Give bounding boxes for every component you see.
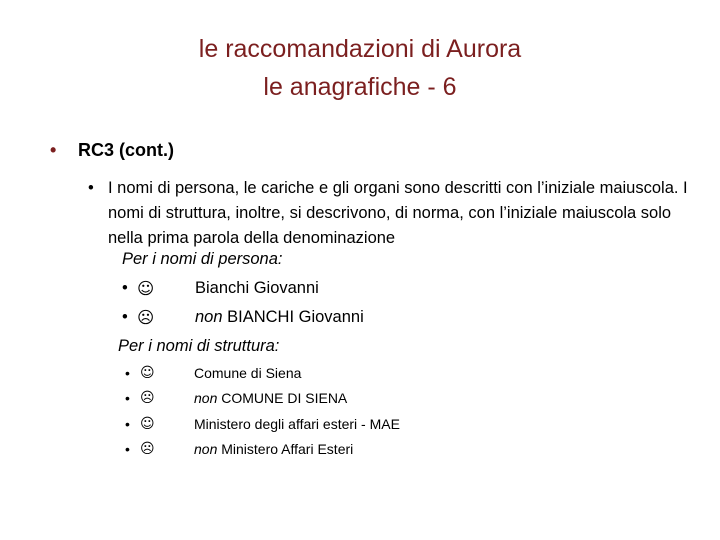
bullet-icon: • [122,279,128,297]
bullet-icon: • [88,179,94,197]
bullet-icon: • [125,365,130,381]
example-text: Ministero Affari Esteri [221,441,354,457]
title-line-1: le raccomandazioni di Aurora [198,35,522,63]
bullet-icon: • [125,416,130,432]
example-text: Ministero degli affari esteri - MAE [194,416,400,432]
frowning-face-icon: ☹ [140,390,155,406]
frowning-face-icon: ☹ [140,441,155,457]
example-text-wrapper [194,390,347,406]
example-text: BIANCHI Giovanni [227,308,364,326]
slide-title [0,30,720,106]
example-text: Bianchi Giovanni [195,279,319,297]
frowning-face-icon: ☹ [137,308,155,327]
example-prefix: non [194,390,218,406]
smiley-face-icon: ☺ [140,365,155,381]
example-text: COMUNE DI SIENA [221,390,348,406]
smiley-face-icon: ☺ [140,416,155,432]
description-text: I nomi di persona, le cariche e gli organi sono descritti con l’iniziale maiuscola. I nomi di struttura, inoltre, si descrivono, di norma, con l’iniziale maiuscola solo nella prima parola della denominazione [108,179,688,247]
heading-bullet-item [50,140,174,161]
example-text-wrapper [195,308,364,327]
description-paragraph [88,176,688,251]
example-text-wrapper [194,441,353,457]
struttura-label: Per i nomi di struttura: [118,337,280,355]
example-text: Comune di Siena [194,365,302,381]
smiley-face-icon: ☺ [137,279,155,298]
bullet-icon: • [50,140,57,160]
bullet-icon: • [125,390,130,406]
title-line-2: le anagrafiche - 6 [263,73,457,101]
example-prefix: non [195,308,223,326]
heading-text: RC3 (cont.) [78,140,174,160]
bullet-icon: • [122,308,128,326]
bullet-icon: • [125,441,130,457]
persona-label: Per i nomi di persona: [122,250,283,268]
example-prefix: non [194,441,218,457]
